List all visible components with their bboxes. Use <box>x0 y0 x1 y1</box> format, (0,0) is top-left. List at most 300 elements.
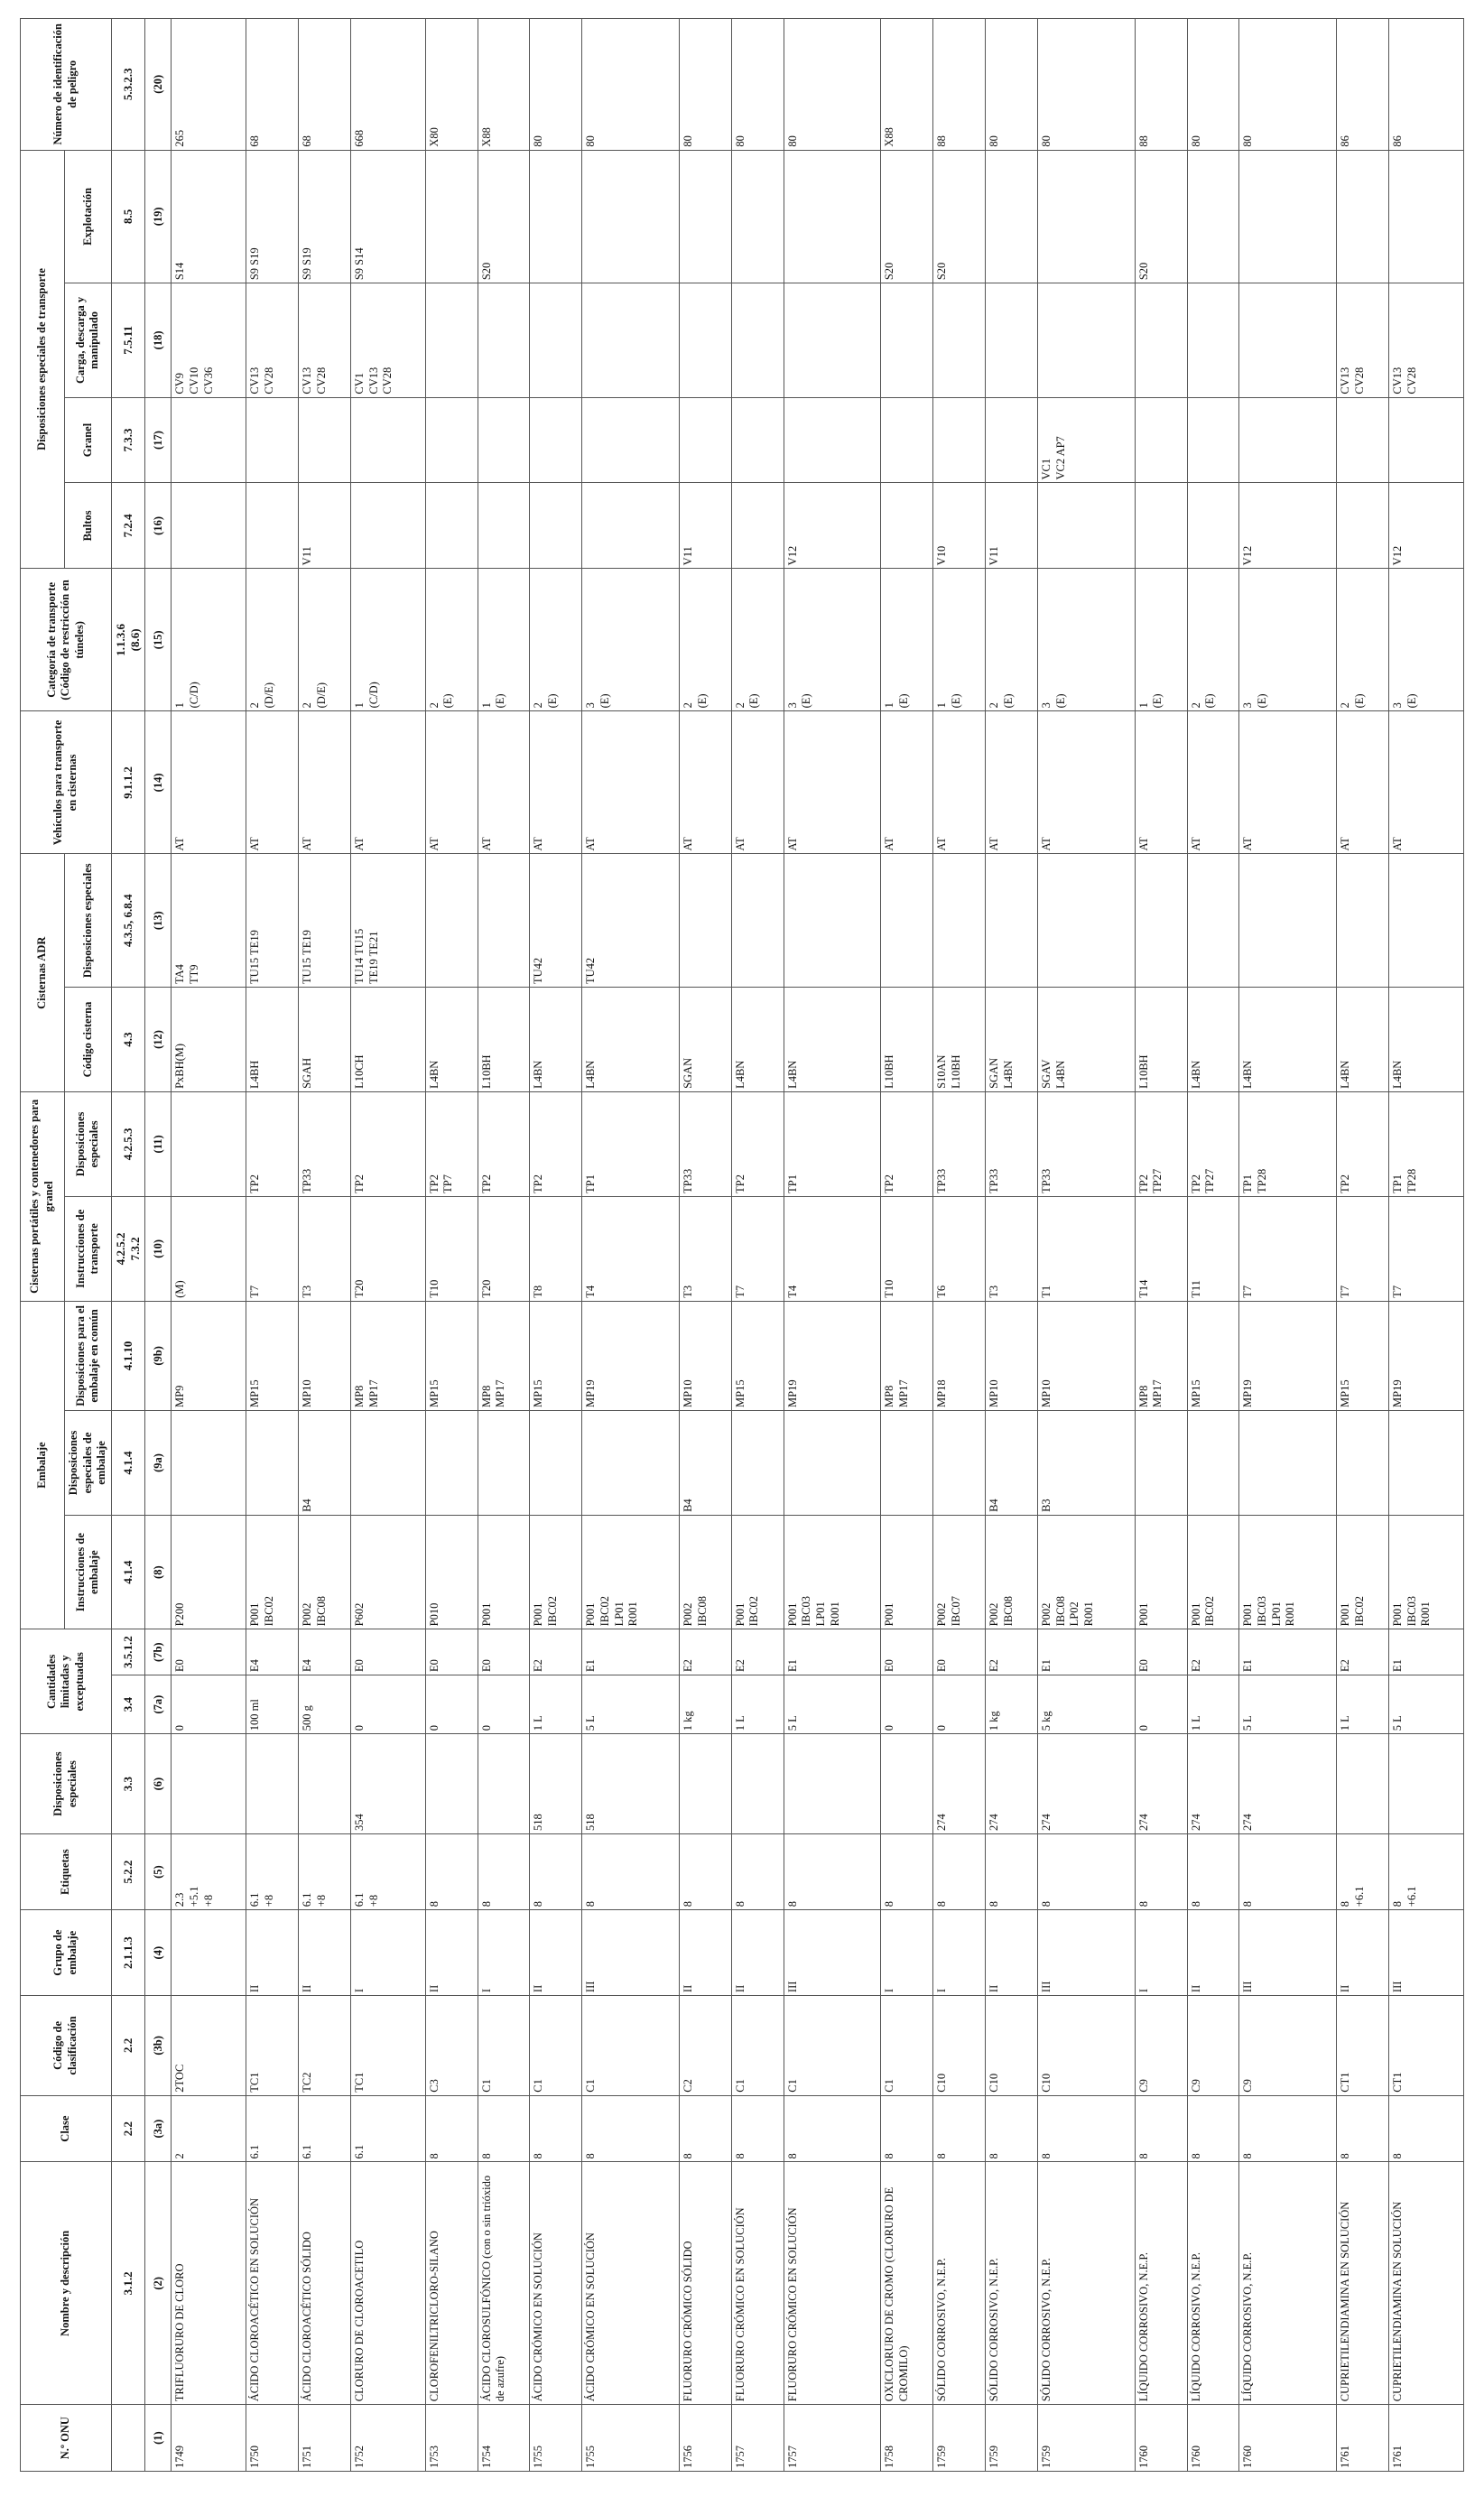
table-cell: 8 <box>986 1833 1038 1909</box>
table-cell: 86 <box>1337 19 1389 151</box>
table-cell: P001 IBC02 <box>1187 1515 1239 1629</box>
table-cell: T4 <box>582 1196 680 1301</box>
table-cell: CUPRIETILENDIAMINA EN SOLUCIÓN <box>1389 2162 1464 2405</box>
table-cell: X88 <box>478 19 530 151</box>
reference-cell: 7.5.11 <box>111 283 145 397</box>
reference-cell: 3.1.2 <box>111 2162 145 2405</box>
table-cell: AT <box>246 711 299 854</box>
table-cell <box>530 397 582 483</box>
table-cell: 8 <box>1187 1833 1239 1909</box>
table-cell: E2 <box>530 1629 582 1675</box>
table-cell: MP8 MP17 <box>881 1301 933 1410</box>
table-cell: 6.1 <box>299 2095 351 2162</box>
table-cell: L10BH <box>478 988 530 1092</box>
table-cell <box>1135 854 1187 988</box>
table-cell: TA4 TT9 <box>172 854 246 988</box>
table-cell: 1761 <box>1337 2405 1389 2472</box>
table-row <box>784 19 881 2472</box>
header-loading: Carga, descarga y manipulado <box>65 283 112 397</box>
table-cell <box>172 397 246 483</box>
table-cell: TRIFLUORURO DE CLORO <box>172 2162 246 2405</box>
table-cell: E0 <box>350 1629 425 1675</box>
table-cell: 0 <box>1135 1675 1187 1733</box>
table-cell: 1 (E) <box>881 569 933 711</box>
table-cell: T10 <box>881 1196 933 1301</box>
table-cell <box>1389 854 1464 988</box>
table-cell: 3 (E) <box>784 569 881 711</box>
column-number-cell: (2) <box>145 2162 172 2405</box>
table-cell <box>1187 854 1239 988</box>
table-cell: C9 <box>1239 1996 1337 2096</box>
table-cell: 1 L <box>1337 1675 1389 1733</box>
table-cell <box>478 854 530 988</box>
table-cell <box>680 150 732 283</box>
table-cell: I <box>1135 1910 1187 1996</box>
table-cell: AT <box>350 711 425 854</box>
table-cell: LÍQUIDO CORROSIVO, N.E.P. <box>1239 2162 1337 2405</box>
table-cell: 1760 <box>1187 2405 1239 2472</box>
table-cell: X80 <box>425 19 478 151</box>
table-cell: P002 IBC08 <box>299 1515 351 1629</box>
table-cell: TP2 TP27 <box>1187 1091 1239 1196</box>
table-cell <box>172 483 246 569</box>
table-cell: TP2 TP27 <box>1135 1091 1187 1196</box>
table-cell: 2 (D/E) <box>299 569 351 711</box>
table-cell: L4BN <box>1187 988 1239 1092</box>
table-cell <box>425 854 478 988</box>
table-cell: III <box>582 1910 680 1996</box>
table-cell: 8 <box>1187 2095 1239 2162</box>
table-cell: 80 <box>986 19 1038 151</box>
table-cell: CUPRIETILENDIAMINA EN SOLUCIÓN <box>1337 2162 1389 2405</box>
table-cell: 80 <box>1038 19 1136 151</box>
reference-cell: 7.2.4 <box>111 483 145 569</box>
table-cell: V12 <box>784 483 881 569</box>
table-cell: ÁCIDO CLOROACÉTICO SÓLIDO <box>299 2162 351 2405</box>
table-row <box>1135 19 1187 2472</box>
table-cell: 2 (E) <box>731 569 784 711</box>
column-number-cell: (5) <box>145 1833 172 1909</box>
table-cell: 1758 <box>881 2405 933 2472</box>
table-row <box>1239 19 1337 2472</box>
column-number-cell: (13) <box>145 854 172 988</box>
table-cell: 3 (E) <box>1239 569 1337 711</box>
table-cell: TP2 <box>530 1091 582 1196</box>
table-cell: 274 <box>1135 1734 1187 1834</box>
table-cell <box>881 1734 933 1834</box>
table-cell: 274 <box>1239 1734 1337 1834</box>
table-cell: 8 <box>1135 2095 1187 2162</box>
table-cell: 0 <box>350 1675 425 1733</box>
table-cell: 274 <box>986 1734 1038 1834</box>
table-cell: 80 <box>1187 19 1239 151</box>
table-cell: II <box>1337 1910 1389 1996</box>
table-cell: P001 <box>881 1515 933 1629</box>
table-cell <box>1337 150 1389 283</box>
table-body <box>172 19 1464 2472</box>
table-cell <box>1239 1411 1337 1516</box>
table-cell: 1757 <box>731 2405 784 2472</box>
table-cell: P001 <box>1135 1515 1187 1629</box>
table-cell: 1760 <box>1239 2405 1337 2472</box>
table-cell: 80 <box>530 19 582 151</box>
table-cell <box>784 1411 881 1516</box>
table-cell: II <box>1187 1910 1239 1996</box>
table-cell: AT <box>680 711 732 854</box>
table-cell: AT <box>881 711 933 854</box>
table-cell: C10 <box>933 1996 986 2096</box>
table-cell: 2 (E) <box>1337 569 1389 711</box>
header-operation: Explotación <box>65 150 112 283</box>
table-cell: 1755 <box>582 2405 680 2472</box>
table-cell: AT <box>986 711 1038 854</box>
table-cell: 2 (E) <box>1187 569 1239 711</box>
table-cell: 8 <box>582 2095 680 2162</box>
table-cell <box>246 483 299 569</box>
table-cell: C1 <box>530 1996 582 2096</box>
table-cell: P001 IBC02 <box>1337 1515 1389 1629</box>
table-cell: ÁCIDO CLOROSULFÓNICO (con o sin trióxido de azufre) <box>478 2162 530 2405</box>
reference-cell: 3.3 <box>111 1734 145 1834</box>
table-cell: V12 <box>1389 483 1464 569</box>
table-cell: AT <box>530 711 582 854</box>
table-cell: MP8 MP17 <box>350 1301 425 1410</box>
table-cell <box>680 854 732 988</box>
table-cell: P001 IBC03 LP01 R001 <box>1239 1515 1337 1629</box>
rotated-sheet <box>20 18 1464 2472</box>
table-cell: E2 <box>680 1629 732 1675</box>
table-cell: 1752 <box>350 2405 425 2472</box>
table-cell: T6 <box>933 1196 986 1301</box>
table-cell: 8 <box>986 2095 1038 2162</box>
table-cell: TC1 <box>246 1996 299 2096</box>
table-cell: S20 <box>1135 150 1187 283</box>
table-cell <box>530 1411 582 1516</box>
table-cell: 3 (E) <box>582 569 680 711</box>
table-cell: V11 <box>680 483 732 569</box>
table-row <box>425 19 478 2472</box>
table-cell: T3 <box>299 1196 351 1301</box>
table-cell: 8 <box>1038 1833 1136 1909</box>
table-cell: V12 <box>1239 483 1337 569</box>
table-cell: 8 <box>530 2095 582 2162</box>
table-cell: P001 IBC02 <box>731 1515 784 1629</box>
table-cell <box>1135 283 1187 397</box>
reference-cell: 7.3.3 <box>111 397 145 483</box>
header-tank-vehicles: Vehículos para transporte en cisternas <box>21 711 112 854</box>
table-row <box>1337 19 1389 2472</box>
table-cell: ÁCIDO CRÓMICO EN SOLUCIÓN <box>582 2162 680 2405</box>
table-cell: 1 (E) <box>933 569 986 711</box>
table-cell <box>731 150 784 283</box>
table-cell: P010 <box>425 1515 478 1629</box>
table-cell: P002 IBC07 <box>933 1515 986 1629</box>
reference-cell: 4.2.5.3 <box>111 1091 145 1196</box>
table-cell: MP15 <box>246 1301 299 1410</box>
header-hazard-number: Número de identificación de peligro <box>21 19 112 151</box>
reference-cell: 5.2.2 <box>111 1833 145 1909</box>
table-cell: T10 <box>425 1196 478 1301</box>
table-cell: 1 (C/D) <box>172 569 246 711</box>
table-cell <box>1389 1411 1464 1516</box>
column-number-cell: (11) <box>145 1091 172 1196</box>
table-cell: E0 <box>933 1629 986 1675</box>
table-cell: MP9 <box>172 1301 246 1410</box>
table-cell <box>299 397 351 483</box>
table-cell: 80 <box>680 19 732 151</box>
table-cell: MP10 <box>986 1301 1038 1410</box>
table-cell: S9 S19 <box>246 150 299 283</box>
table-cell: T11 <box>1187 1196 1239 1301</box>
table-cell: 1753 <box>425 2405 478 2472</box>
table-cell <box>172 1091 246 1196</box>
table-cell: 1760 <box>1135 2405 1187 2472</box>
table-cell: 3 (E) <box>1038 569 1136 711</box>
dangerous-goods-table <box>20 18 1464 2472</box>
table-cell: E1 <box>1389 1629 1464 1675</box>
table-cell: T1 <box>1038 1196 1136 1301</box>
table-cell: 518 <box>582 1734 680 1834</box>
table-cell: E2 <box>731 1629 784 1675</box>
table-cell: 1761 <box>1389 2405 1464 2472</box>
table-cell: TP33 <box>680 1091 732 1196</box>
table-row <box>299 19 351 2472</box>
column-number-cell: (8) <box>145 1515 172 1629</box>
reference-cell: 8.5 <box>111 150 145 283</box>
table-cell: VC1 VC2 AP7 <box>1038 397 1136 483</box>
table-cell: SGAN L4BN <box>986 988 1038 1092</box>
table-cell: 8 <box>1135 1833 1187 1909</box>
table-cell: TP33 <box>986 1091 1038 1196</box>
table-cell: 8 <box>680 1833 732 1909</box>
table-cell <box>246 1411 299 1516</box>
reference-cell: 2.1.1.3 <box>111 1910 145 1996</box>
table-cell: 100 ml <box>246 1675 299 1733</box>
table-cell <box>731 1411 784 1516</box>
table-cell: P001 IBC03 R001 <box>1389 1515 1464 1629</box>
table-cell: (M) <box>172 1196 246 1301</box>
table-cell: L4BN <box>425 988 478 1092</box>
table-cell: II <box>731 1910 784 1996</box>
table-cell <box>731 283 784 397</box>
table-cell: S9 S14 <box>350 150 425 283</box>
reference-cell: 1.1.3.6 (8.6) <box>111 569 145 711</box>
table-cell: L4BN <box>731 988 784 1092</box>
table-cell: 274 <box>933 1734 986 1834</box>
table-cell <box>172 1734 246 1834</box>
table-cell: C9 <box>1135 1996 1187 2096</box>
reference-cell: 2.2 <box>111 2095 145 2162</box>
table-cell: 2 (E) <box>425 569 478 711</box>
table-cell: T14 <box>1135 1196 1187 1301</box>
table-row <box>986 19 1038 2472</box>
table-cell <box>425 283 478 397</box>
table-cell: CV13 CV28 <box>1389 283 1464 397</box>
table-cell: CLOROFENILTRICLORO-SILANO <box>425 2162 478 2405</box>
table-cell <box>881 283 933 397</box>
header-adr-tanks: Cisternas ADR <box>21 854 65 1091</box>
table-cell: LÍQUIDO CORROSIVO, N.E.P. <box>1187 2162 1239 2405</box>
table-cell: V10 <box>933 483 986 569</box>
table-cell <box>478 483 530 569</box>
table-cell: 88 <box>933 19 986 151</box>
table-cell <box>350 1411 425 1516</box>
table-cell <box>1337 1411 1389 1516</box>
table-cell: P002 IBC08 <box>680 1515 732 1629</box>
table-cell: TU14 TU15 TE19 TE21 <box>350 854 425 988</box>
table-cell: L10BH <box>1135 988 1187 1092</box>
reference-cell: 5.3.2.3 <box>111 19 145 151</box>
table-cell: TU42 <box>582 854 680 988</box>
table-cell <box>478 1411 530 1516</box>
table-cell: 8 <box>881 1833 933 1909</box>
table-cell <box>784 1734 881 1834</box>
table-cell: CV9 CV10 CV36 <box>172 283 246 397</box>
reference-cell: 2.2 <box>111 1996 145 2096</box>
table-cell: CV13 CV28 <box>299 283 351 397</box>
table-cell: T7 <box>1389 1196 1464 1301</box>
reference-cell <box>111 2405 145 2472</box>
table-cell: 6.1 <box>350 2095 425 2162</box>
table-cell: TC2 <box>299 1996 351 2096</box>
table-cell: SGAN <box>680 988 732 1092</box>
table-cell: E0 <box>425 1629 478 1675</box>
table-cell: L4BH <box>246 988 299 1092</box>
column-number-cell: (14) <box>145 711 172 854</box>
table-cell: 1 kg <box>986 1675 1038 1733</box>
column-number-cell: (4) <box>145 1910 172 1996</box>
table-cell <box>1389 397 1464 483</box>
table-cell: C10 <box>1038 1996 1136 2096</box>
table-cell: L10BH <box>881 988 933 1092</box>
table-cell: E0 <box>478 1629 530 1675</box>
table-cell: 1759 <box>933 2405 986 2472</box>
table-cell: P001 <box>478 1515 530 1629</box>
table-cell <box>1038 483 1136 569</box>
header-special-transport: Disposiciones especiales de transporte <box>21 150 65 569</box>
table-cell: II <box>299 1910 351 1996</box>
table-cell: E2 <box>1187 1629 1239 1675</box>
table-cell <box>425 1411 478 1516</box>
reference-cell: 4.3.5, 6.8.4 <box>111 854 145 988</box>
table-cell: C1 <box>731 1996 784 2096</box>
table-row <box>881 19 933 2472</box>
table-cell: X88 <box>881 19 933 151</box>
table-cell: L4BN <box>1239 988 1337 1092</box>
table-cell: L10CH <box>350 988 425 1092</box>
table-cell: 518 <box>530 1734 582 1834</box>
table-cell: 0 <box>172 1675 246 1733</box>
table-cell: 6.1 +8 <box>246 1833 299 1909</box>
table-cell: MP10 <box>299 1301 351 1410</box>
table-cell <box>1038 854 1136 988</box>
table-cell: B4 <box>986 1411 1038 1516</box>
table-cell <box>1187 1411 1239 1516</box>
table-cell: 1756 <box>680 2405 732 2472</box>
table-cell: FLUORURO CRÓMICO EN SOLUCIÓN <box>784 2162 881 2405</box>
table-cell <box>478 283 530 397</box>
header-packing-instructions: Instrucciones de embalaje <box>65 1515 112 1629</box>
header-transport-instructions: Instrucciones de transporte <box>65 1196 112 1301</box>
table-cell <box>680 397 732 483</box>
table-cell: L4BN <box>582 988 680 1092</box>
table-cell: 8 <box>478 1833 530 1909</box>
table-row <box>731 19 784 2472</box>
reference-cell: 4.2.5.2 7.3.2 <box>111 1196 145 1301</box>
table-cell <box>1187 283 1239 397</box>
table-cell: AT <box>478 711 530 854</box>
table-cell <box>478 1734 530 1834</box>
table-cell: 8 <box>1337 2095 1389 2162</box>
column-number-cell: (18) <box>145 283 172 397</box>
header-classification-code: Código de clasificación <box>21 1996 112 2096</box>
header-labels: Etiquetas <box>21 1833 112 1909</box>
table-cell: S20 <box>933 150 986 283</box>
table-cell: 1755 <box>530 2405 582 2472</box>
table-row <box>350 19 425 2472</box>
table-row <box>478 19 530 2472</box>
table-cell <box>986 397 1038 483</box>
table-cell <box>1389 1734 1464 1834</box>
table-cell <box>350 483 425 569</box>
table-cell: 1 L <box>731 1675 784 1733</box>
table-cell <box>582 1411 680 1516</box>
table-cell: II <box>680 1910 732 1996</box>
table-cell: TU15 TE19 <box>246 854 299 988</box>
table-cell: B4 <box>680 1411 732 1516</box>
header-granel: Granel <box>65 397 112 483</box>
column-number-cell: (9a) <box>145 1411 172 1516</box>
table-cell: E1 <box>1239 1629 1337 1675</box>
table-cell <box>425 483 478 569</box>
header-packaging: Embalaje <box>21 1301 65 1629</box>
table-cell: E4 <box>299 1629 351 1675</box>
table-cell: P001 IBC02 LP01 R001 <box>582 1515 680 1629</box>
column-number-cell: (3a) <box>145 2095 172 2162</box>
table-cell: 5 L <box>1239 1675 1337 1733</box>
table-cell: MP18 <box>933 1301 986 1410</box>
table-cell <box>1337 483 1389 569</box>
table-cell: TU42 <box>530 854 582 988</box>
table-cell: 2 (D/E) <box>246 569 299 711</box>
table-cell: III <box>1389 1910 1464 1996</box>
table-cell: C1 <box>582 1996 680 2096</box>
reference-cell: 4.1.10 <box>111 1301 145 1410</box>
column-number-cell: (3b) <box>145 1996 172 2096</box>
table-cell: 354 <box>350 1734 425 1834</box>
table-cell: P200 <box>172 1515 246 1629</box>
table-cell: 88 <box>1135 19 1187 151</box>
table-cell: FLUORURO CRÓMICO EN SOLUCIÓN <box>731 2162 784 2405</box>
header-tank-code: Código cisterna <box>65 988 112 1092</box>
table-cell <box>680 1734 732 1834</box>
table-cell <box>1135 1411 1187 1516</box>
table-cell: 274 <box>1187 1734 1239 1834</box>
table-cell <box>478 397 530 483</box>
table-cell: C3 <box>425 1996 478 2096</box>
table-cell: V11 <box>986 483 1038 569</box>
header-tank-special: Disposiciones especiales <box>65 854 112 988</box>
table-cell: T20 <box>350 1196 425 1301</box>
table-cell: CT1 <box>1337 1996 1389 2096</box>
table-cell: T7 <box>731 1196 784 1301</box>
table-cell: T20 <box>478 1196 530 1301</box>
table-cell: 8 <box>582 1833 680 1909</box>
table-cell: 8 <box>731 1833 784 1909</box>
table-row <box>1187 19 1239 2472</box>
table-cell: FLUORURO CRÓMICO SÓLIDO <box>680 2162 732 2405</box>
table-cell <box>986 150 1038 283</box>
